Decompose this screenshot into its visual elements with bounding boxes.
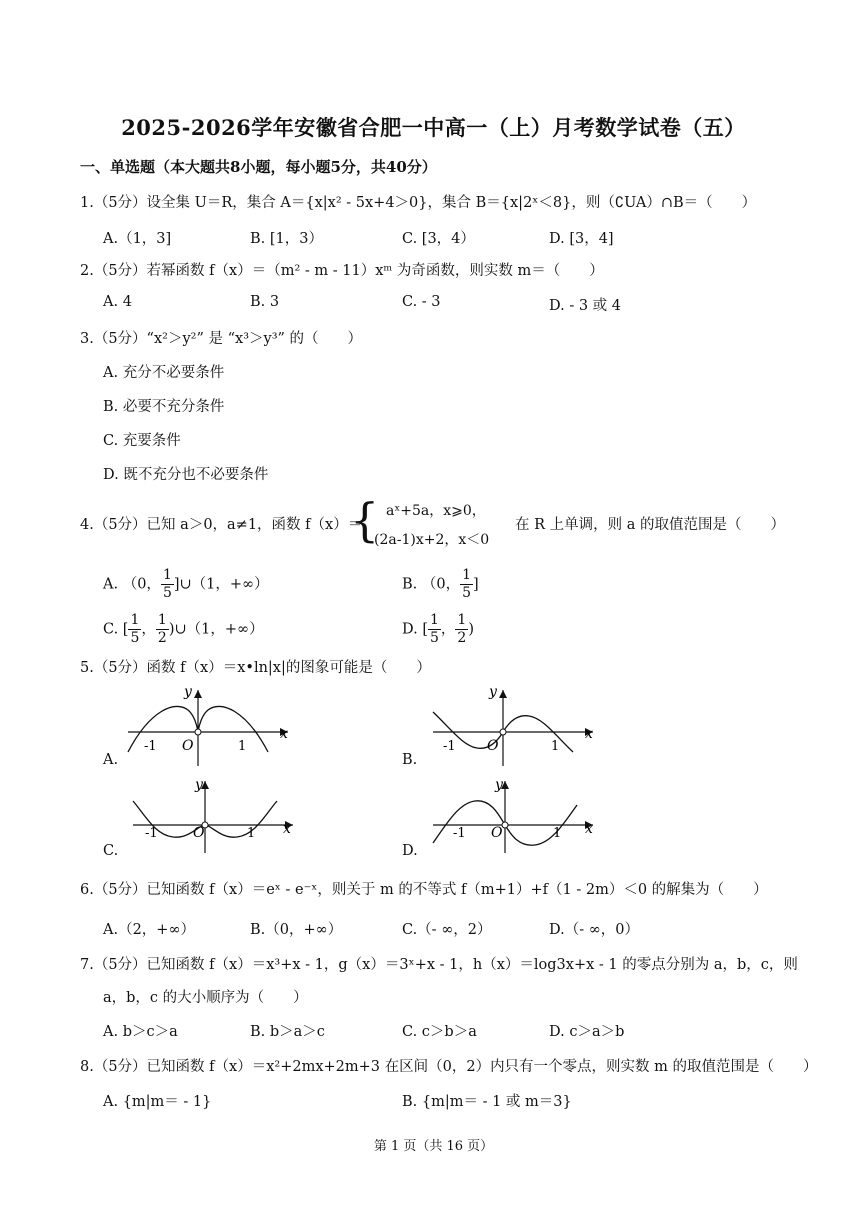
graph-b-label: B. [402,752,418,768]
page-footer: 第 1 页（共 16 页） [373,1139,494,1154]
graph-c-axis-x: x [283,821,291,837]
piecewise-case-2: (2a-1)x+2，x＜0 [374,532,490,548]
question-6-option-d: D.（- ∞，0） [549,922,640,938]
graph-d [425,775,605,855]
section-heading: 一、单选题（本大题共8小题，每小题5分，共40分） [80,158,437,176]
graph-c-axis-y: y [195,777,203,793]
question-3-option-a: A. 充分不必要条件 [103,365,225,381]
page-title: 2025-2026学年安徽省合肥一中高一（上）月考数学试卷（五） [121,115,746,140]
question-4-option-b: B. （0， $\frac{1}{5}$ ] [402,567,479,601]
question-1-option-a: A.（1，3] [103,231,172,247]
graph-a-label: A. [103,752,119,768]
graph-a [120,680,300,770]
graph-a-tick-neg: -1 [144,739,157,754]
graph-d-axis-x: x [585,821,593,837]
graph-b-origin: O [487,738,499,754]
graph-c-tick-neg: -1 [145,826,158,841]
question-6-option-b: B.（0，+∞） [250,922,343,938]
question-2-option-b: B. 3 [250,294,280,310]
graph-a-tick-pos: 1 [238,739,247,754]
question-7-option-b: B. b＞a＞c [250,1024,325,1040]
question-7-option-d: D. c＞a＞b [549,1024,625,1040]
question-4-prefix: 4.（5分）已知 a＞0，a≠1，函数 f（x）＝ [80,517,363,533]
question-4-option-d: D. [ $\frac{1}{5}$ ， $\frac{1}{2}$ ) [402,612,475,646]
graph-c-tick-pos: 1 [247,826,256,841]
graph-b-axis-x: x [585,726,593,742]
graph-c [125,775,305,855]
question-8-option-a: A. {m|m＝ - 1} [103,1094,212,1110]
question-7-stem: 7.（5分）已知函数 f（x）＝x³+x - 1，g（x）＝3ˣ+x - 1，h（x）＝log3x+x - 1 的零点分别为 a，b，c，则 [80,957,798,973]
question-7-option-a: A. b＞c＞a [103,1024,178,1040]
question-4-suffix: 在 R 上单调，则 a 的取值范围是（ ） [515,517,785,533]
graph-b-axis-y: y [489,684,497,700]
question-1-option-b: B. [1，3） [250,231,323,247]
question-7-option-c: C. c＞b＞a [402,1024,477,1040]
question-4-option-a: A. （0， $\frac{1}{5}$ ]∪（1，+∞） [103,567,269,601]
piecewise-case-1: aˣ+5a，x⩾0， [386,503,486,519]
question-2-stem: 2.（5分）若幂函数 f（x）＝（m² - m - 11）xᵐ 为奇函数，则实数 m＝（ ） [80,263,604,279]
graph-d-axis-y: y [495,777,503,793]
question-8-option-b: B. {m|m＝ - 1 或 m＝3} [402,1094,572,1110]
question-7-stem-continued: a，b，c 的大小顺序为（ ） [103,990,308,1006]
question-3-option-b: B. 必要不充分条件 [103,399,225,415]
question-6-option-c: C.（- ∞，2） [402,922,492,938]
graph-a-origin: O [182,738,194,754]
question-1-option-c: C. [3，4） [402,231,475,247]
graph-c-label: C. [103,843,119,859]
question-1-stem: 1.（5分）设全集 U＝R，集合 A＝{x|x² - 5x+4＞0}，集合 B＝{x|2ˣ＜8}，则（∁UA）∩B＝（ ） [80,195,757,211]
graph-a-axis-y: y [184,684,192,700]
question-2-option-c: C. - 3 [402,294,441,310]
question-5-stem: 5.（5分）函数 f（x）＝x•ln|x|的图象可能是（ ） [80,660,431,676]
piecewise-brace: { [350,493,380,547]
question-6-option-a: A.（2，+∞） [103,922,196,938]
graph-b-tick-neg: -1 [443,739,456,754]
graph-b-tick-pos: 1 [551,739,560,754]
graph-a-axis-x: x [280,726,288,742]
question-3-stem: 3.（5分）“x²＞y²” 是 “x³＞y³” 的（ ） [80,331,363,347]
question-3-option-c: C. 充要条件 [103,433,181,449]
graph-d-label: D. [402,843,418,859]
question-4-option-c: C. [ $\frac{1}{5}$ ， $\frac{1}{2}$ )∪（1，+∞） [103,612,264,646]
graph-d-tick-neg: -1 [453,826,466,841]
question-2-option-d: D. - 3 或 4 [549,298,622,314]
graph-d-tick-pos: 1 [553,826,562,841]
graph-c-origin: O [193,825,205,841]
graph-b [425,680,605,770]
graph-d-origin: O [491,825,503,841]
question-3-option-d: D. 既不充分也不必要条件 [103,467,269,483]
question-2-option-a: A. 4 [103,294,132,310]
question-8-stem: 8.（5分）已知函数 f（x）＝x²+2mx+2m+3 在区间（0，2）内只有一个零点，则实数 m 的取值范围是（ ） [80,1059,818,1075]
question-1-option-d: D. [3，4] [549,231,614,247]
question-6-stem: 6.（5分）已知函数 f（x）＝eˣ - e⁻ˣ，则关于 m 的不等式 f（m+1）+f（1 - 2m）＜0 的解集为（ ） [80,882,768,898]
